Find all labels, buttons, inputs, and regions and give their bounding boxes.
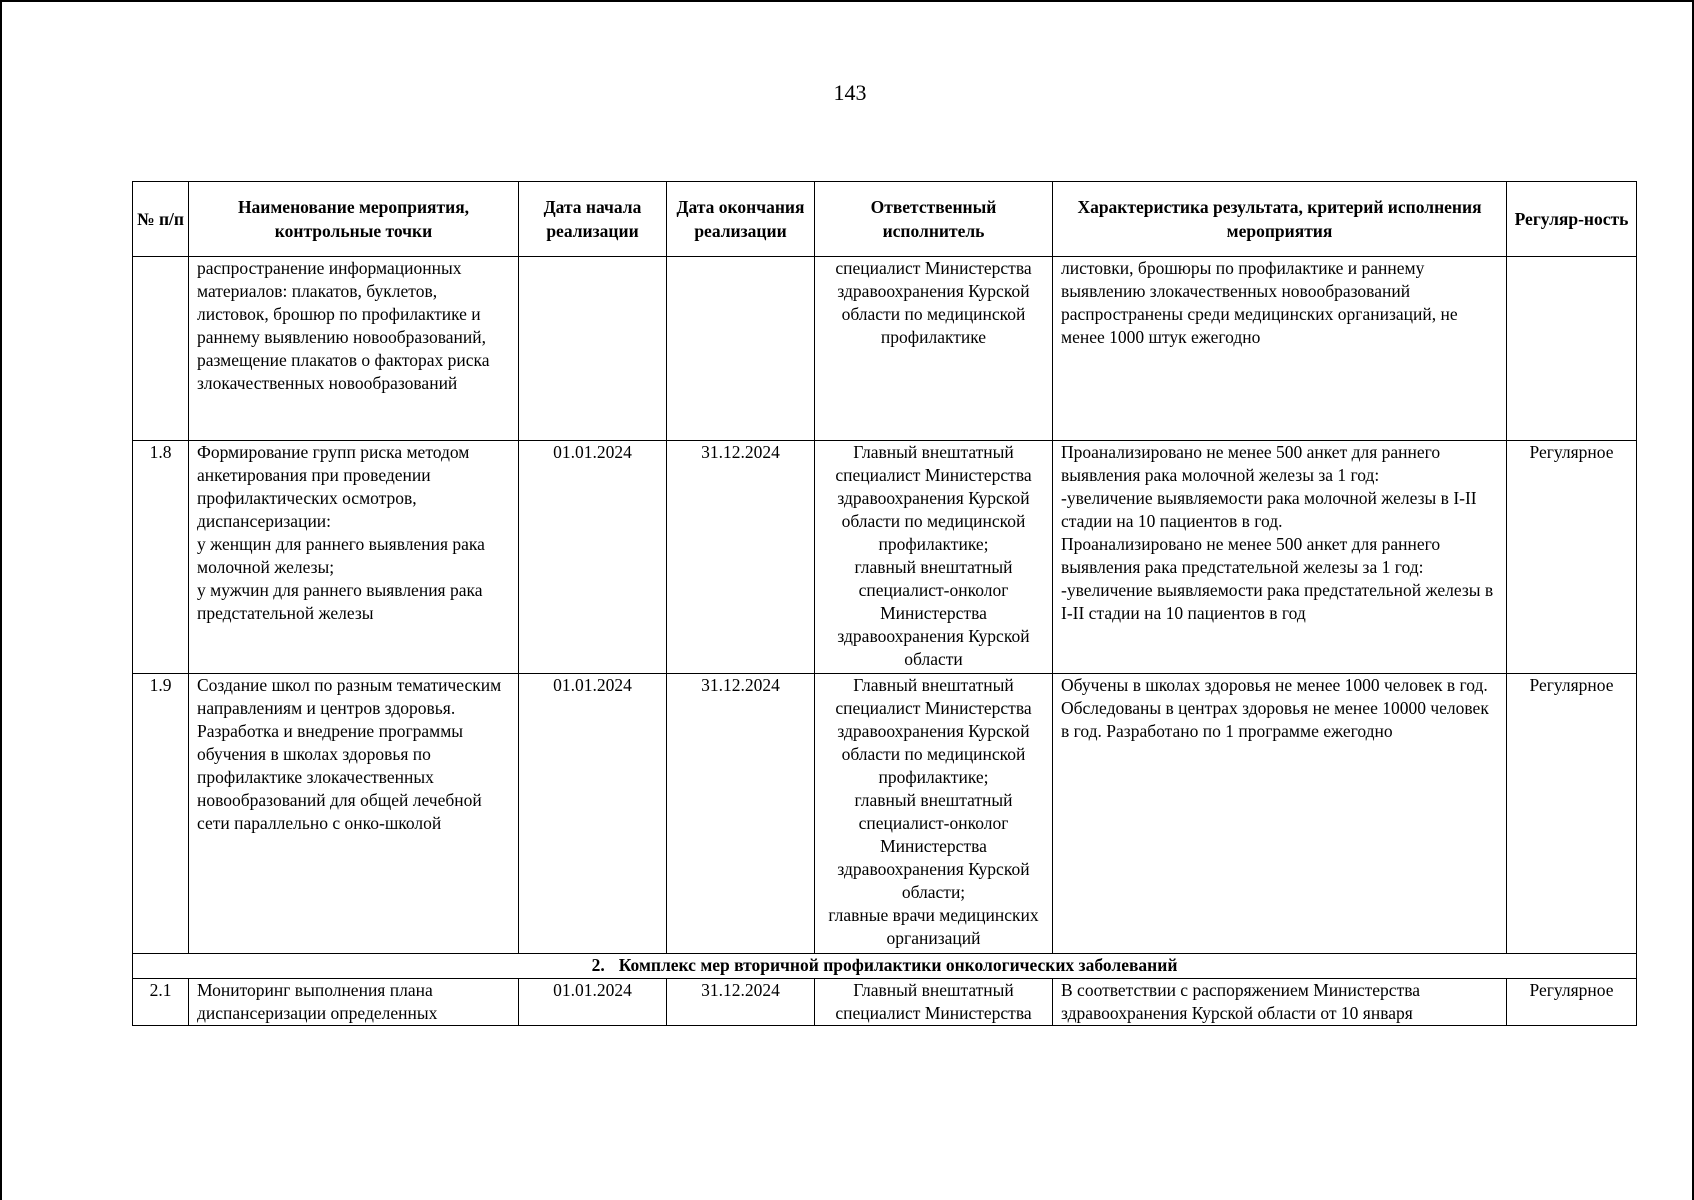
row-result: Проанализировано не менее 500 анкет для раннего выявления рака молочной железы за 1 год: -увеличение выявляемости рака молочной железы в I-II стадии на 10 пациентов в год. Проанализировано не менее 500 анкет для раннего выявления рака предстательной железы за 1 год: -увеличение выявляемости рака предстательной железы в I-II стадии на 10 пациентов в год [1053, 441, 1507, 674]
row-end-date: 31.12.2024 [667, 979, 815, 1026]
header-start-date: Дата начала реализации [519, 182, 667, 257]
row-responsible: Главный внештатный специалист Министерства [815, 979, 1053, 1026]
table-row [133, 979, 1637, 1026]
header-result: Характеристика результата, критерий исполнения мероприятия [1053, 182, 1507, 257]
scan-top-border [0, 0, 1694, 2]
row-result: В соответствии с распоряжением Министерства здравоохранения Курской области от 10 января [1053, 979, 1507, 1026]
scan-left-border [0, 0, 2, 1200]
header-responsible: Ответственный исполнитель [815, 182, 1053, 257]
row-end-date: 31.12.2024 [667, 674, 815, 954]
row-num: 2.1 [133, 979, 189, 1026]
row-regularity: Регулярное [1507, 441, 1637, 674]
table-row [133, 257, 1637, 441]
row-regularity: Регулярное [1507, 674, 1637, 954]
header-end-date: Дата окончания реализации [667, 182, 815, 257]
header-num: № п/п [133, 182, 189, 257]
row-name: Мониторинг выполнения плана диспансеризации определенных [189, 979, 519, 1026]
row-responsible: Главный внештатный специалист Министерства здравоохранения Курской области по медицинской профилактике; главный внештатный специалист-онколог Министерства здравоохранения Курской области; главные врачи медицинских организаций [815, 674, 1053, 954]
header-regularity: Регуляр-ность [1507, 182, 1637, 257]
table-row [133, 674, 1637, 954]
row-end-date: 31.12.2024 [667, 441, 815, 674]
row-name: Создание школ по разным тематическим направлениям и центров здоровья. Разработка и внедрение программы обучения в школах здоровья по профилактике злокачественных новообразований для общей лечебной сети параллельно с онко-школой [189, 674, 519, 954]
row-responsible: Главный внештатный специалист Министерства здравоохранения Курской области по медицинской профилактике; главный внештатный специалист-онколог Министерства здравоохранения Курской области [815, 441, 1053, 674]
row-num: 1.9 [133, 674, 189, 954]
page-number: 143 [833, 80, 867, 105]
row-end-date [667, 257, 815, 441]
row-result: листовки, брошюры по профилактике и раннему выявлению злокачественных новообразований распространены среди медицинских организаций, не менее 1000 штук ежегодно [1053, 257, 1507, 441]
row-start-date [519, 257, 667, 441]
section-title: Комплекс мер вторичной профилактики онкологических заболеваний [618, 955, 1178, 975]
table-header-row [133, 182, 1637, 257]
row-result: Обучены в школах здоровья не менее 1000 человек в год. Обследованы в центрах здоровья не менее 10000 человек в год. Разработано по 1 программе ежегодно [1053, 674, 1507, 954]
section-heading [133, 954, 1637, 979]
row-responsible: специалист Министерства здравоохранения Курской области по медицинской профилактике [815, 257, 1053, 441]
section-row [133, 954, 1637, 979]
row-regularity [1507, 257, 1637, 441]
measures-table [132, 181, 1637, 1026]
table-row [133, 441, 1637, 674]
header-name: Наименование мероприятия, контрольные точки [189, 182, 519, 257]
row-num [133, 257, 189, 441]
section-number: 2. [591, 955, 605, 975]
row-name: Формирование групп риска методом анкетирования при проведении профилактических осмотров, диспансеризации: у женщин для раннего выявления рака молочной железы; у мужчин для раннего выявления рака предстательной железы [189, 441, 519, 674]
row-regularity: Регулярное [1507, 979, 1637, 1026]
row-start-date: 01.01.2024 [519, 441, 667, 674]
row-start-date: 01.01.2024 [519, 674, 667, 954]
row-num: 1.8 [133, 441, 189, 674]
row-start-date: 01.01.2024 [519, 979, 667, 1026]
row-name: распространение информационных материалов: плакатов, буклетов, листовок, брошюр по профилактике и раннему выявлению новообразований, размещение плакатов о факторах риска злокачественных новообразований [189, 257, 519, 441]
